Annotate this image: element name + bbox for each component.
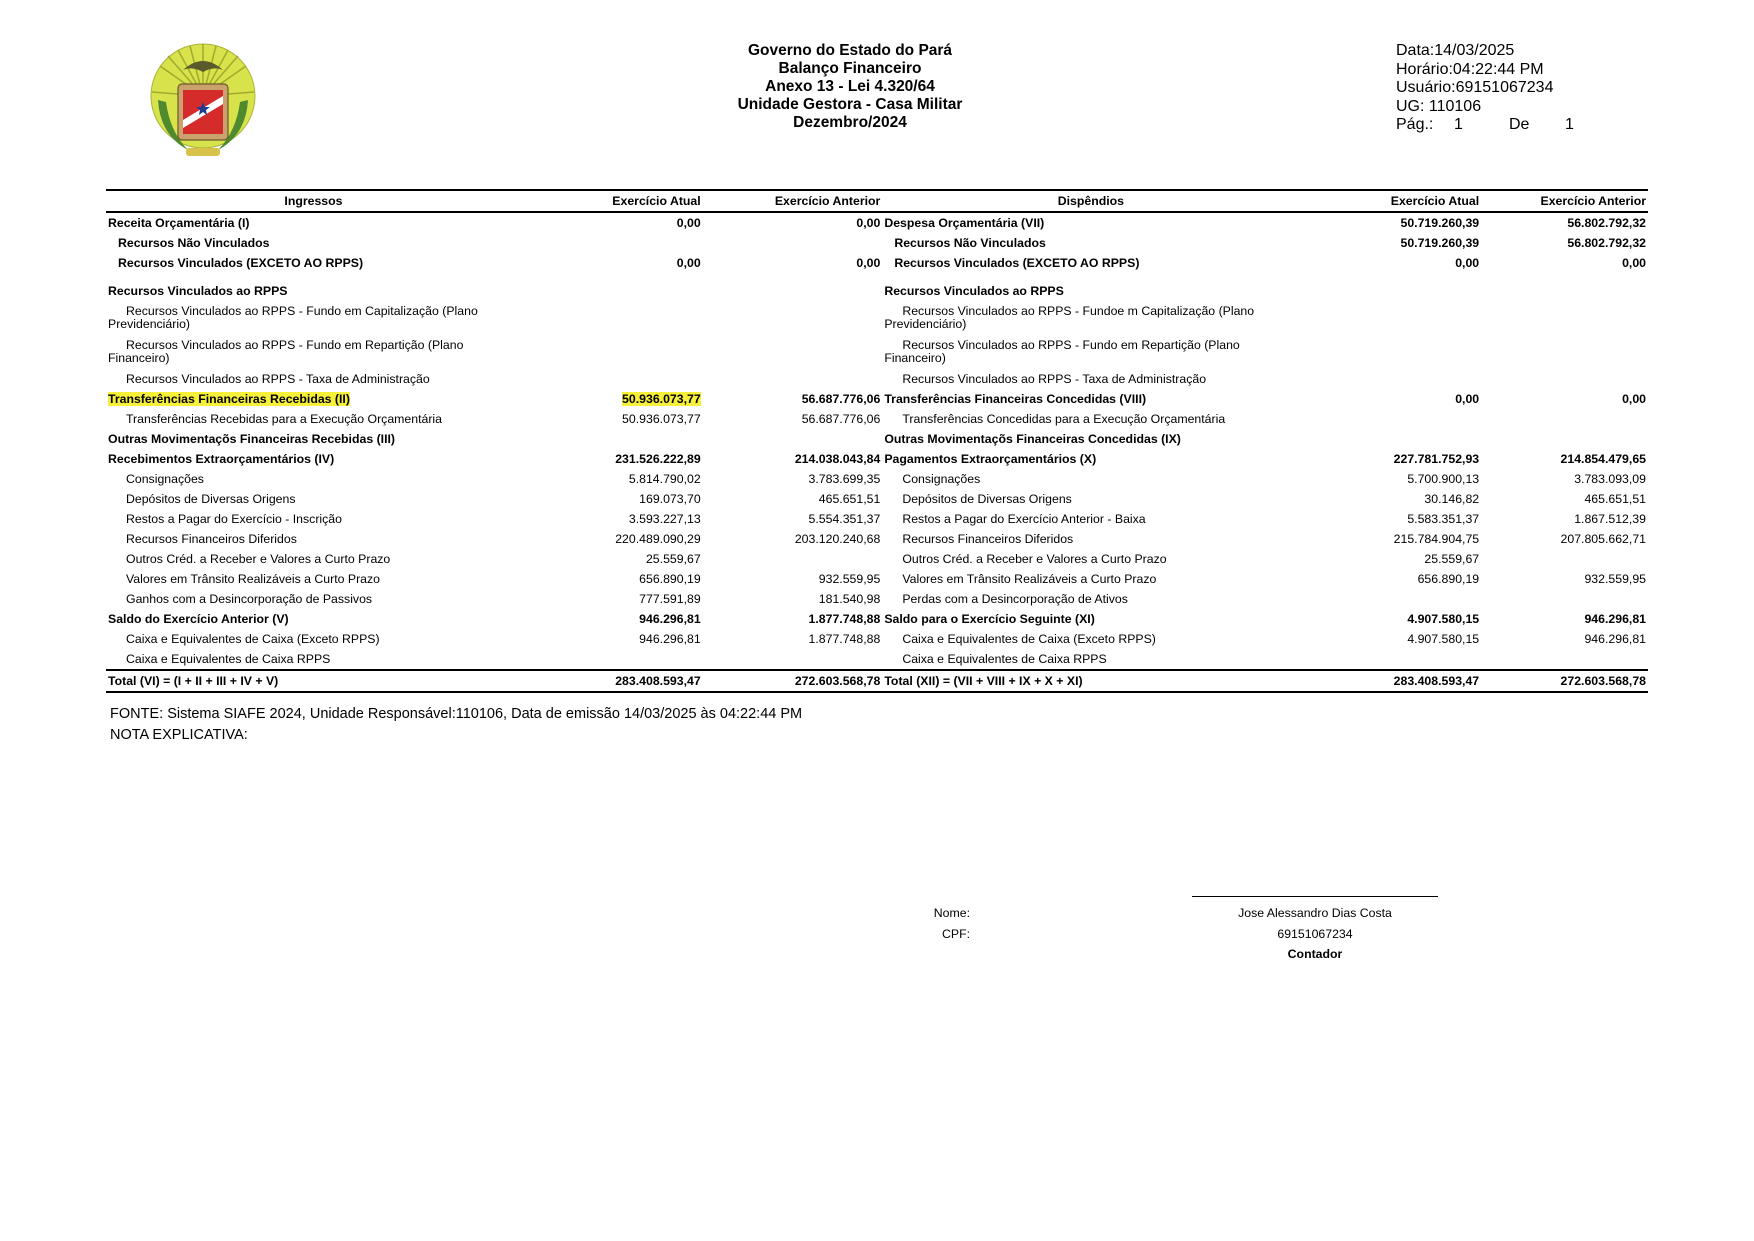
- total-value: 272.603.568,78: [1481, 670, 1648, 692]
- row-value: 0,00: [1455, 256, 1480, 270]
- row-label: Recursos Vinculados ao RPPS: [108, 284, 288, 298]
- report-metadata: [1396, 42, 1574, 135]
- row-label: Restos a Pagar do Exercício Anterior - Baixa: [902, 512, 1146, 526]
- row-value: 25.559,67: [645, 552, 701, 566]
- table-row: [106, 589, 1648, 609]
- row-label: Caixa e Equivalentes de Caixa RPPS: [902, 652, 1107, 666]
- row-value: 465.651,51: [1584, 492, 1646, 506]
- page-of-label: De: [1509, 116, 1530, 133]
- table-row: [106, 629, 1648, 649]
- row-label: Outras Movimentaçõs Financeiras Concedidas (IX): [884, 432, 1181, 446]
- meta-date: Data:14/03/2025: [1396, 42, 1515, 59]
- table-row: [106, 529, 1648, 549]
- row-value: 4.907.580,15: [1407, 632, 1480, 646]
- row-label: Valores em Trânsito Realizáveis a Curto Prazo: [126, 572, 381, 586]
- row-value: [521, 233, 703, 253]
- row-value: [1481, 281, 1648, 301]
- row-value: 3.783.093,09: [1574, 472, 1646, 486]
- row-value: [521, 389, 703, 409]
- row-value: [1481, 549, 1648, 569]
- table-row: [106, 509, 1648, 529]
- row-value: 56.802.792,32: [1567, 216, 1646, 230]
- row-value: 0,00: [1622, 392, 1646, 406]
- row-label: Recursos Vinculados ao RPPS - Fundo em Repartição (Plano Financeiro): [884, 338, 1240, 365]
- row-value: 0,00: [1455, 392, 1480, 406]
- report-title: [640, 42, 1060, 132]
- source-note: FONTE: Sistema SIAFE 2024, Unidade Responsável:110106, Data de emissão 14/03/2025 às 04:22:44 PM: [110, 706, 803, 722]
- row-value: 50.719.260,39: [1400, 216, 1480, 230]
- row-label: Outros Créd. a Receber e Valores a Curto Prazo: [902, 552, 1167, 566]
- row-value: [1299, 429, 1481, 449]
- row-label: Ganhos com a Desincorporação de Passivos: [126, 592, 373, 606]
- row-value: [521, 649, 703, 670]
- total-value: 283.408.593,47: [521, 670, 703, 692]
- col-header-dispendios: Dispêndios: [882, 190, 1299, 212]
- row-value: [1299, 369, 1481, 389]
- row-value: 203.120.240,68: [794, 532, 881, 546]
- row-label: Saldo do Exercício Anterior (V): [108, 612, 289, 626]
- row-value: 4.907.580,15: [1407, 612, 1480, 626]
- row-value: 3.593.227,13: [628, 512, 701, 526]
- row-value: 25.559,67: [1424, 552, 1480, 566]
- row-label: Transferências Concedidas para a Execução Orçamentária: [902, 412, 1226, 426]
- report-footer: [110, 704, 802, 746]
- row-value: 220.489.090,29: [615, 532, 701, 546]
- table-row: [106, 449, 1648, 469]
- title-report-name: Balanço Financeiro: [778, 60, 922, 77]
- row-label: Recursos Não Vinculados: [118, 236, 270, 250]
- signer-cpf: 69151067234: [1277, 926, 1353, 941]
- table-row: [106, 281, 1648, 301]
- row-value: 214.038.043,84: [794, 452, 881, 466]
- name-label: Nome:: [933, 906, 970, 920]
- table-row: [106, 233, 1648, 253]
- table-row: [106, 549, 1648, 569]
- row-label: Perdas com a Desincorporação de Ativos: [902, 592, 1128, 606]
- highlighted-label: Transferências Financeiras Recebidas (II): [108, 392, 350, 406]
- row-label: Depósitos de Diversas Origens: [126, 492, 296, 506]
- table-row: [106, 389, 1648, 409]
- row-value: [521, 369, 703, 389]
- page-total: 1: [1565, 116, 1574, 133]
- row-value: [521, 335, 703, 369]
- table-row: [106, 301, 1648, 335]
- row-value: [703, 335, 883, 369]
- row-label: Valores em Trânsito Realizáveis a Curto Prazo: [902, 572, 1157, 586]
- para-flag-shield: [183, 90, 223, 134]
- row-label: Caixa e Equivalentes de Caixa RPPS: [126, 652, 331, 666]
- table-spacer-row: [106, 273, 1648, 281]
- row-value: [1481, 301, 1648, 335]
- table-row: [106, 212, 1648, 233]
- meta-page: [1396, 116, 1574, 135]
- row-value: 0,00: [1622, 256, 1646, 270]
- table-row: [106, 253, 1648, 273]
- meta-ug: UG: 110106: [1396, 97, 1482, 115]
- cpf-label: CPF:: [941, 926, 970, 941]
- row-value: 5.554.351,37: [808, 512, 881, 526]
- row-label: Depósitos de Diversas Origens: [902, 492, 1072, 506]
- table-row: [106, 649, 1648, 670]
- table-row: [106, 469, 1648, 489]
- signature-labels: [900, 903, 970, 944]
- row-label: Recursos Vinculados (EXCETO AO RPPS): [894, 256, 1140, 270]
- signer-name: Jose Alessandro Dias Costa: [1238, 906, 1392, 920]
- row-label: Recursos Vinculados ao RPPS: [884, 284, 1064, 298]
- row-value: 0,00: [676, 216, 701, 230]
- row-label: Recursos Financeiros Diferidos: [126, 532, 297, 546]
- row-value: [1299, 649, 1481, 670]
- row-value: 231.526.222,89: [615, 452, 701, 466]
- row-value: 5.814.790,02: [628, 472, 701, 486]
- row-value: [1481, 409, 1648, 429]
- total-label: Total (VI) = (I + II + III + IV + V): [106, 670, 521, 692]
- state-coat-of-arms-logo: [148, 40, 258, 162]
- row-label: [106, 389, 521, 409]
- col-header-previous: Exercício Anterior: [1481, 190, 1648, 212]
- row-value: 932.559,95: [818, 572, 881, 586]
- row-value: [703, 233, 883, 253]
- table-row: [106, 369, 1648, 389]
- row-value: 946.296,81: [639, 612, 701, 626]
- row-label: Recursos Vinculados ao RPPS - Taxa de Administração: [902, 372, 1207, 386]
- row-value: 656.890,19: [639, 572, 701, 586]
- row-value: 215.784.904,75: [1393, 532, 1480, 546]
- signer-role: Contador: [1287, 947, 1343, 961]
- ribbon: [186, 148, 220, 156]
- row-value: 932.559,95: [1584, 572, 1646, 586]
- row-label: Recursos Vinculados ao RPPS - Taxa de Administração: [126, 372, 430, 386]
- total-value: 283.408.593,47: [1299, 670, 1481, 692]
- row-label: Pagamentos Extraorçamentários (X): [884, 452, 1097, 466]
- row-value: [703, 649, 883, 670]
- row-label: Despesa Orçamentária (VII): [884, 216, 1045, 230]
- row-value: 946.296,81: [1584, 612, 1646, 626]
- row-label: Outras Movimentaçõs Financeiras Recebidas (III): [108, 432, 396, 446]
- row-label: Receita Orçamentária (I): [108, 216, 250, 230]
- row-value: [1481, 589, 1648, 609]
- table-row: [106, 335, 1648, 369]
- row-value: [521, 429, 703, 449]
- row-value: [703, 281, 883, 301]
- row-value: 214.854.479,65: [1560, 452, 1646, 466]
- row-value: 56.687.776,06: [801, 392, 881, 406]
- col-header-ingressos: Ingressos: [106, 190, 521, 212]
- row-value: [703, 369, 883, 389]
- row-value: [703, 301, 883, 335]
- row-label: Consignações: [902, 472, 981, 486]
- row-value: 56.687.776,06: [801, 412, 881, 426]
- row-value: 227.781.752,93: [1393, 452, 1480, 466]
- row-value: 946.296,81: [639, 632, 701, 646]
- row-value: [703, 429, 883, 449]
- row-value: 0,00: [856, 256, 881, 270]
- row-label: Recursos Não Vinculados: [894, 236, 1046, 250]
- row-value: 181.540,98: [818, 592, 881, 606]
- row-value: 50.936.073,77: [622, 412, 701, 426]
- row-value: 1.867.512,39: [1574, 512, 1646, 526]
- row-value: 30.146,82: [1424, 492, 1480, 506]
- row-value: [1481, 649, 1648, 670]
- row-value: [1299, 409, 1481, 429]
- page-label: Pág.:: [1396, 116, 1434, 133]
- row-value: [703, 549, 883, 569]
- row-value: 0,00: [676, 256, 701, 270]
- balance-table: [106, 189, 1648, 693]
- table-row: [106, 409, 1648, 429]
- col-header-current: Exercício Atual: [1299, 190, 1481, 212]
- row-label: Caixa e Equivalentes de Caixa (Exceto RPPS): [902, 632, 1156, 646]
- row-value: [1481, 369, 1648, 389]
- row-label: Recursos Vinculados ao RPPS - Fundo em Repartição (Plano Financeiro): [108, 338, 464, 365]
- row-label: Recursos Financeiros Diferidos: [902, 532, 1074, 546]
- highlighted-value: 50.936.073,77: [622, 392, 701, 406]
- row-label: Recursos Vinculados ao RPPS - Fundoe m Capitalização (Plano Previdenciário): [884, 304, 1255, 331]
- row-value: [1299, 589, 1481, 609]
- row-label: Caixa e Equivalentes de Caixa (Exceto RPPS): [126, 632, 380, 646]
- meta-time: Horário:04:22:44 PM: [1396, 60, 1544, 78]
- row-value: 56.802.792,32: [1567, 236, 1646, 250]
- table-row: [106, 609, 1648, 629]
- row-label: Restos a Pagar do Exercício - Inscrição: [126, 512, 342, 526]
- row-value: 5.583.351,37: [1407, 512, 1480, 526]
- row-value: [1481, 335, 1648, 369]
- table-row: [106, 569, 1648, 589]
- row-value: 946.296,81: [1584, 632, 1646, 646]
- row-value: 50.719.260,39: [1400, 236, 1480, 250]
- row-label: Consignações: [126, 472, 204, 486]
- signature-block: [1190, 903, 1440, 965]
- table-total-row: [106, 670, 1648, 692]
- title-period: Dezembro/2024: [793, 114, 907, 131]
- row-value: [521, 281, 703, 301]
- page-number: 1: [1454, 116, 1463, 133]
- row-label: Saldo para o Exercício Seguinte (XI): [884, 612, 1095, 626]
- row-label: Recebimentos Extraorçamentários (IV): [108, 452, 335, 466]
- signature-line: [1192, 896, 1438, 897]
- row-value: 3.783.699,35: [808, 472, 881, 486]
- meta-user: Usuário:69151067234: [1396, 79, 1554, 96]
- row-value: [521, 301, 703, 335]
- row-value: 1.877.748,88: [808, 612, 881, 626]
- table-header: [106, 190, 1648, 212]
- row-label: Transferências Recebidas para a Execução Orçamentária: [126, 412, 443, 426]
- table-row: [106, 489, 1648, 509]
- row-value: 1.877.748,88: [808, 632, 881, 646]
- row-value: [1299, 301, 1481, 335]
- col-header-current: Exercício Atual: [521, 190, 703, 212]
- row-value: 465.651,51: [818, 492, 881, 506]
- title-government: Governo do Estado do Pará: [747, 42, 953, 59]
- row-value: 5.700.900,13: [1407, 472, 1480, 486]
- row-value: [1299, 335, 1481, 369]
- total-label: Total (XII) = (VII + VIII + IX + X + XI): [882, 670, 1299, 692]
- explanatory-note-label: NOTA EXPLICATIVA:: [110, 727, 248, 743]
- row-label: Recursos Vinculados (EXCETO AO RPPS): [118, 256, 364, 270]
- row-label: Transferências Financeiras Concedidas (VIII): [884, 392, 1147, 406]
- row-value: [1299, 281, 1481, 301]
- title-unit: Unidade Gestora - Casa Militar: [737, 96, 963, 113]
- row-value: 656.890,19: [1417, 572, 1480, 586]
- row-label: Outros Créd. a Receber e Valores a Curto Prazo: [126, 552, 391, 566]
- col-header-previous: Exercício Anterior: [703, 190, 883, 212]
- row-value: 207.805.662,71: [1560, 532, 1646, 546]
- row-value: 169.073,70: [639, 492, 701, 506]
- row-label: Recursos Vinculados ao RPPS - Fundo em Capitalização (Plano Previdenciário): [108, 304, 478, 331]
- title-annex: Anexo 13 - Lei 4.320/64: [765, 78, 935, 95]
- row-value: [1481, 429, 1648, 449]
- row-value: 0,00: [856, 216, 881, 230]
- table-row: [106, 429, 1648, 449]
- row-value: 777.591,89: [639, 592, 701, 606]
- total-value: 272.603.568,78: [703, 670, 883, 692]
